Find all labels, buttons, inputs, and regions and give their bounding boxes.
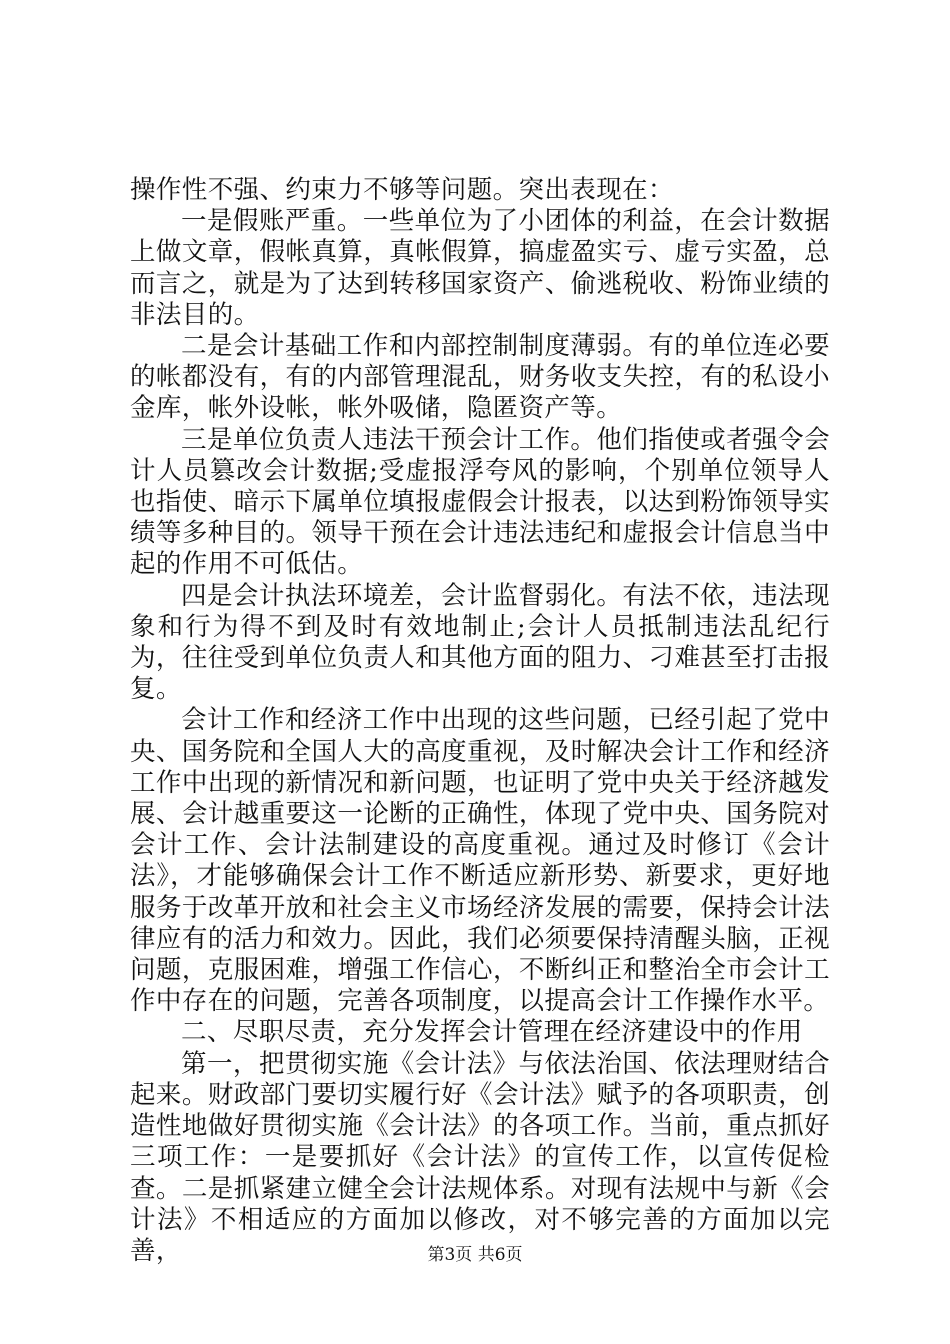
paragraph-summary: 会计工作和经济工作中出现的这些问题，已经引起了党中央、国务院和全国人大的高度重视，及时解决会计工作和经济工作中出现的新情况和新问题，也证明了党中央关于经济越发展、会计越重要这一论断的正确性，体现了党中央、国务院对会计工作、会计法制建设的高度重视。通过及时修订《会计法》，才能够确保会计工作不断适应新形势、新要求，更好地服务于改革开放和社会主义市场经济发展的需要，保持会计法律应有的活力和效力。因此，我们必须要保持清醒头脑，正视问题，克服困难，增强工作信心，不断纠正和整治全市会计工作中存在的问题，完善各项制度，以提高会计工作操作水平。	[130, 705, 830, 1017]
paragraph-continued: 操作性不强、约束力不够等问题。突出表现在：	[130, 175, 674, 205]
paragraph-first-measure: 第一，把贯彻实施《会计法》与依法治国、依法理财结合起来。财政部门要切实履行好《会计法》赋予的各项职责，创造性地做好贯彻实施《会计法》的各项工作。当前，重点抓好三项工作：一是要抓好《会计法》的宣传工作，以宣传促检查。二是抓紧建立健全会计法规体系。对现有法规中与新《会计法》不相适应的方面加以修改，对不够完善的方面加以完善，	[130, 1048, 830, 1266]
page-number-label: 第3页 共6页	[427, 1245, 523, 1265]
section-heading: 二、尽职尽责，充分发挥会计管理在经济建设中的作用	[181, 1017, 803, 1048]
paragraph-point-one: 一是假账严重。一些单位为了小团体的利益，在会计数据上做文章，假帐真算，真帐假算，搞虚盈实亏、虚亏实盈，总而言之，就是为了达到转移国家资产、偷逃税收、粉饰业绩的非法目的。	[130, 206, 830, 330]
paragraph-point-two: 二是会计基础工作和内部控制制度薄弱。有的单位连必要的帐都没有，有的内部管理混乱，财务收支失控，有的私设小金库，帐外设帐，帐外吸储，隐匿资产等。	[130, 331, 830, 424]
document-body	[130, 175, 830, 1267]
paragraph-point-three: 三是单位负责人违法干预会计工作。他们指使或者强令会计人员篡改会计数据;受虚报浮夸风的影响，个别单位领导人也指使、暗示下属单位填报虚假会计报表，以达到粉饰领导实绩等多种目的。领导干预在会计违法违纪和虚报会计信息当中起的作用不可低估。	[130, 424, 830, 580]
page-footer	[0, 1244, 950, 1266]
paragraph-point-four: 四是会计执法环境差，会计监督弱化。有法不依，违法现象和行为得不到及时有效地制止;会计人员抵制违法乱纪行为，往往受到单位负责人和其他方面的阻力、刁难甚至打击报复。	[130, 580, 830, 705]
